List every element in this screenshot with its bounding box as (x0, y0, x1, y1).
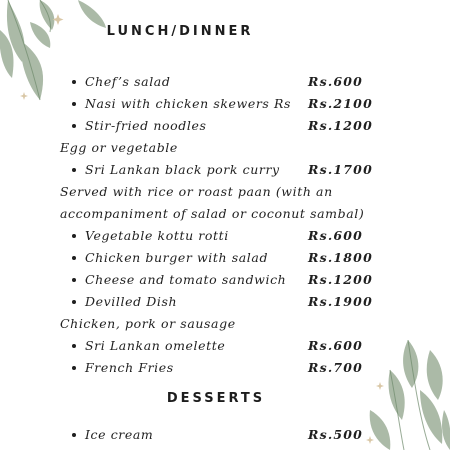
bullet-icon (72, 168, 76, 172)
item-name: Cheese and tomato sandwich (85, 272, 287, 287)
bullet-icon (72, 344, 76, 348)
item-name: Chef’s salad (85, 74, 171, 89)
menu-item (0, 162, 450, 182)
menu-note (0, 316, 450, 336)
menu-item (0, 338, 450, 358)
menu-note (0, 206, 450, 226)
bullet-icon (72, 124, 76, 128)
item-name: Nasi with chicken skewers Rs (85, 96, 292, 111)
item-price: Rs.500 (308, 427, 364, 442)
bullet-icon (72, 366, 76, 370)
bullet-icon (72, 80, 76, 84)
desserts-heading: DESSERTS (166, 391, 266, 406)
bullet-icon (72, 300, 76, 304)
bullet-icon (72, 278, 76, 282)
bullet-icon (72, 102, 76, 106)
bullet-icon (72, 234, 76, 238)
bullet-icon (72, 256, 76, 260)
menu-note (0, 140, 450, 160)
item-name: Vegetable kottu rotti (85, 228, 229, 243)
item-price: Rs.1800 (308, 250, 373, 265)
item-price: Rs.1900 (308, 294, 373, 309)
item-note: Chicken, pork or sausage (60, 316, 236, 331)
menu-item (0, 118, 450, 138)
item-name: French Fries (85, 360, 174, 375)
item-note: accompaniment of salad or coconut sambal) (60, 206, 365, 221)
item-name: Sri Lankan black pork curry (85, 162, 280, 177)
menu-item (0, 294, 450, 314)
lunch-dinner-heading: LUNCH/DINNER (106, 24, 254, 39)
menu-item (0, 272, 450, 292)
item-note: Served with rice or roast paan (with an (60, 184, 333, 199)
bullet-icon (72, 433, 76, 437)
dessert-item (0, 427, 450, 447)
item-price: Rs.1200 (308, 118, 373, 133)
item-name: Chicken burger with salad (85, 250, 269, 265)
item-price: Rs.600 (308, 228, 364, 243)
item-name: Devilled Dish (85, 294, 178, 309)
item-price: Rs.600 (308, 338, 364, 353)
menu-note (0, 184, 450, 204)
menu-item (0, 74, 450, 94)
item-name: Ice cream (85, 427, 154, 442)
menu-item (0, 228, 450, 248)
menu-item (0, 250, 450, 270)
item-name: Stir-fried noodles (85, 118, 207, 133)
item-price: Rs.1700 (308, 162, 373, 177)
item-price: Rs.600 (308, 74, 364, 89)
menu-item (0, 96, 450, 116)
item-name: Sri Lankan omelette (85, 338, 226, 353)
item-price: Rs.1200 (308, 272, 373, 287)
item-note: Egg or vegetable (60, 140, 178, 155)
item-price: Rs.2100 (308, 96, 373, 111)
item-price: Rs.700 (308, 360, 364, 375)
menu-item (0, 360, 450, 380)
